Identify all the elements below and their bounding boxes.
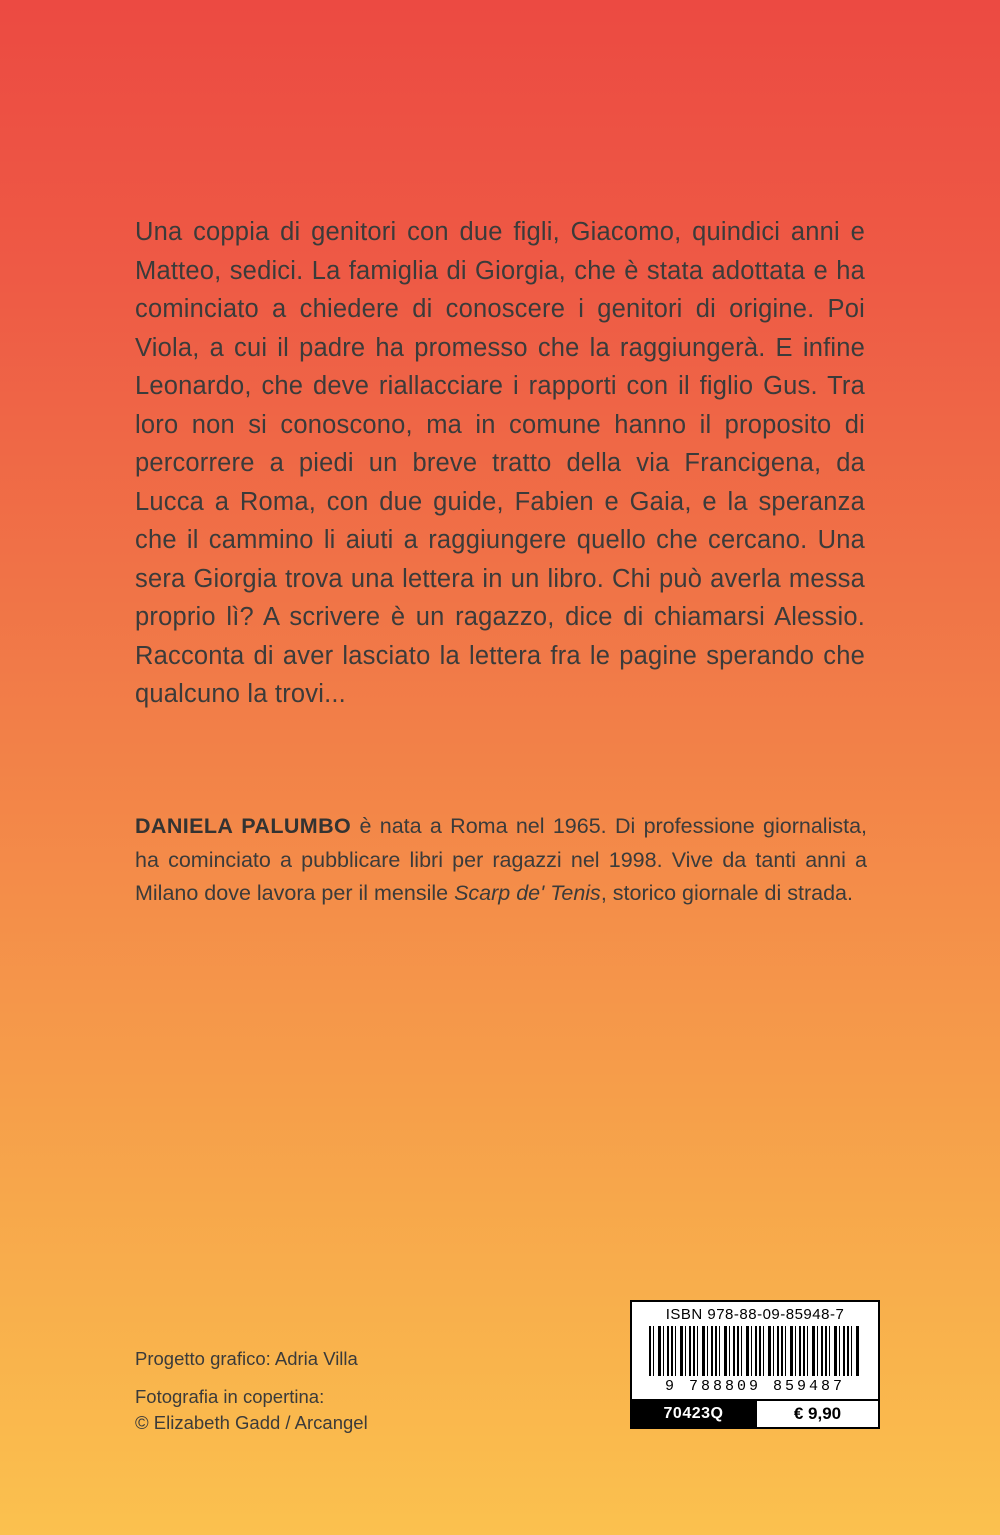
bio-text-part1: è nata a Roma nel 1965. Di professione giornalista, ha cominciato a pubblicare libri per ragazzi nel 1998. Vive da tanti anni a Milano dove lavora per il mensile (135, 814, 868, 905)
blurb-text: Una coppia di genitori con due figli, Giacomo, quindici anni e Matteo, sedici. La famiglia di Giorgia, che è stata adottata e ha cominciato a chiedere di conoscere i genitori di origine. Poi Viola, a cui il padre ha promesso che la raggiungerà. E infine Leonardo, che deve riallacciare i rapporti con il figlio Gus. Tra loro non si conoscono, ma in comune hanno il proposito di percorrere a piedi un breve tratto della via Francigena, da Lucca a Roma, con due guide, Fabien e Gaia, e la speranza che il cammino li aiuti a raggiungere quello che cercano. Una sera Giorgia trova una lettera in un libro. Chi può averla messa proprio lì? A scrivere è un ragazzo, dice di chiamarsi Alessio. Racconta di aver lasciato la lettera fra le pagine sperando che qualcuno la trovi... (135, 218, 865, 708)
author-bio (135, 810, 867, 911)
credit-photo-author: © Elizabeth Gadd / Arcangel (135, 1412, 368, 1433)
bio-text-part2: , storico giornale di strada. (600, 881, 853, 905)
barcode-icon (649, 1326, 861, 1376)
price-tag: € 9,90 (755, 1401, 878, 1427)
credit-photo-label: Fotografia in copertina: (135, 1386, 325, 1407)
bio-magazine-title: Scarp de' Tenis (454, 881, 601, 905)
barcode-panel (630, 1300, 880, 1429)
barcode-digits: 9 788809 859487 (664, 1378, 846, 1395)
author-name: DANIELA PALUMBO (135, 814, 352, 838)
credit-graphic-design: Progetto grafico: Adria Villa (135, 1348, 358, 1369)
credits-block (135, 1346, 368, 1436)
barcode-bottom-row (632, 1399, 878, 1427)
edition-code: 70423Q (632, 1401, 755, 1427)
isbn-text: ISBN 978-88-09-85948-7 (665, 1306, 845, 1323)
